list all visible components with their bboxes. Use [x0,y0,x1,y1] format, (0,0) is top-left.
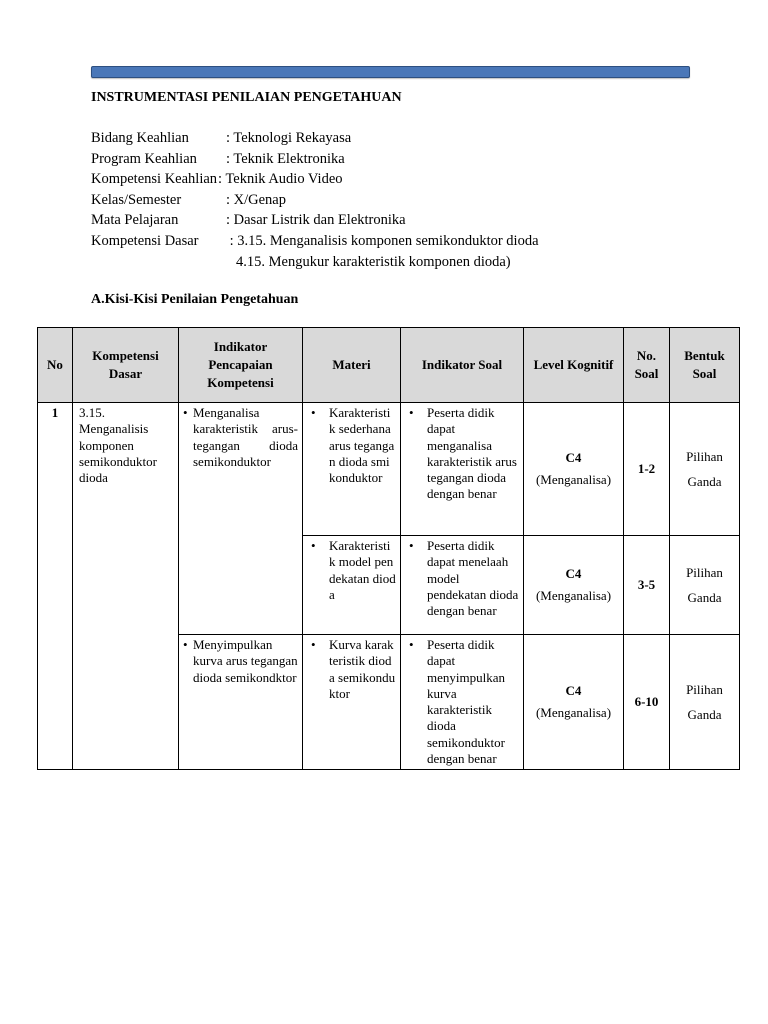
meta-key: Program Keahlian [91,150,197,167]
bullet-icon: • [183,405,188,420]
list-item [183,405,298,470]
meta-value: : Teknik Audio Video [218,171,343,188]
list-item [307,538,396,603]
bullet-icon: • [311,405,316,420]
bullet-icon: • [311,637,316,652]
bullet-icon: • [311,538,316,553]
document-meta [91,128,539,272]
list-item [183,637,298,686]
cell-bentuk-soal: Pilihan Ganda [670,403,740,536]
meta-key: Bidang Keahlian [91,130,189,146]
cell-indikator-soal [401,536,524,635]
meta-row-kelas [91,190,539,211]
list-item [307,405,396,486]
level-name: (Menganalisa) [535,705,612,721]
cell-materi [303,536,401,635]
indikator-text: Peserta didik dapat menyimpulkan kurva karakteristik dioda semikonduktor dengan benar [427,637,505,767]
cell-materi [303,635,401,770]
header-kompetensi-dasar: Kompetensi Dasar [73,328,179,403]
meta-value: : Teknik Elektronika [226,150,345,167]
meta-key: Kelas/Semester [91,191,182,208]
cell-level-kognitif [524,536,624,635]
list-item [307,637,396,702]
bullet-icon: • [409,637,414,652]
list-item [405,637,519,767]
indikator-text: Peserta didik dapat menganalisa karakteristik arus tegangan dioda dengan benar [427,405,517,502]
cell-indikator-soal [401,403,524,536]
meta-row-kompetensi-dasar [91,231,539,252]
bullet-icon: • [409,538,414,553]
level-code: C4 [565,683,582,699]
kisi-kisi-table [37,327,740,770]
level-name: (Menganalisa) [535,472,612,487]
meta-value: : Teknologi Rekayasa [226,130,352,146]
materi-text: Kurva karakteristik dioda semikonduktor [329,637,396,701]
cell-no-soal: 3-5 [624,536,670,635]
meta-row-kompetensi-keahlian [91,169,539,190]
ipk-text: Menyimpulkan kurva arus tegangan dioda semikondktor [193,637,298,685]
header-no: No [38,328,73,403]
table-header-row [38,328,740,403]
bullet-icon: • [409,405,414,420]
meta-value: : 3.15. Menganalisis komponen semikonduktor dioda [226,232,539,249]
section-title: A.Kisi-Kisi Penilaian Pengetahuan [91,292,299,307]
cell-kompetensi-dasar: 3.15. Menganalisis komponen semikonduktor dioda [73,403,179,770]
cell-indikator-pencapaian [179,403,303,635]
cell-indikator-pencapaian [179,635,303,770]
meta-row-mapel [91,210,539,231]
meta-key: Kompetensi Dasar [91,232,199,249]
header-indikator-soal: Indikator Soal [401,328,524,403]
header-level-kognitif: Level Kognitif [524,328,624,403]
document-title: INSTRUMENTASI PENILAIAN PENGETAHUAN [91,90,402,105]
meta-row-bidang [91,128,539,149]
header-no-soal: No. Soal [624,328,670,403]
list-item [405,538,519,619]
meta-key: Kompetensi Keahlian [91,171,218,188]
level-name: (Menganalisa) [535,588,612,603]
cell-materi [303,403,401,536]
materi-text: Karakteristik sederhana arus tegangan dioda smikonduktor [329,405,395,486]
header-materi: Materi [303,328,401,403]
header-indikator-pencapaian: Indikator Pencapaian Kompetensi [179,328,303,403]
bullet-icon: • [183,637,188,652]
meta-row-program [91,149,539,170]
cell-level-kognitif [524,403,624,536]
ipk-text: Menganalisa karakteristik arus-tegangan dioda semikonduktor [193,405,298,469]
level-code: C4 [565,566,582,581]
cell-indikator-soal [401,635,524,770]
indikator-text: Peserta didik dapat menelaah model pendekatan dioda dengan benar [427,538,519,619]
header-bentuk-soal: Bentuk Soal [670,328,740,403]
meta-value: : X/Genap [226,191,286,208]
level-code: C4 [565,450,582,465]
cell-bentuk-soal: Pilihan Ganda [670,536,740,635]
materi-text: Karakteristik model pendekatan dioda [329,538,396,602]
meta-value: : Dasar Listrik dan Elektronika [226,212,406,229]
table-row [38,403,740,536]
cell-no: 1 [38,403,73,770]
meta-key: Mata Pelajaran [91,212,179,229]
cell-level-kognitif [524,635,624,770]
list-item [405,405,519,503]
cell-bentuk-soal: Pilihan Ganda [670,635,740,770]
header-decorative-bar [91,66,690,78]
cell-no-soal: 1-2 [624,403,670,536]
meta-kd-continuation: 4.15. Mengukur karakteristik komponen dioda) [236,253,511,270]
cell-no-soal: 6-10 [624,635,670,770]
